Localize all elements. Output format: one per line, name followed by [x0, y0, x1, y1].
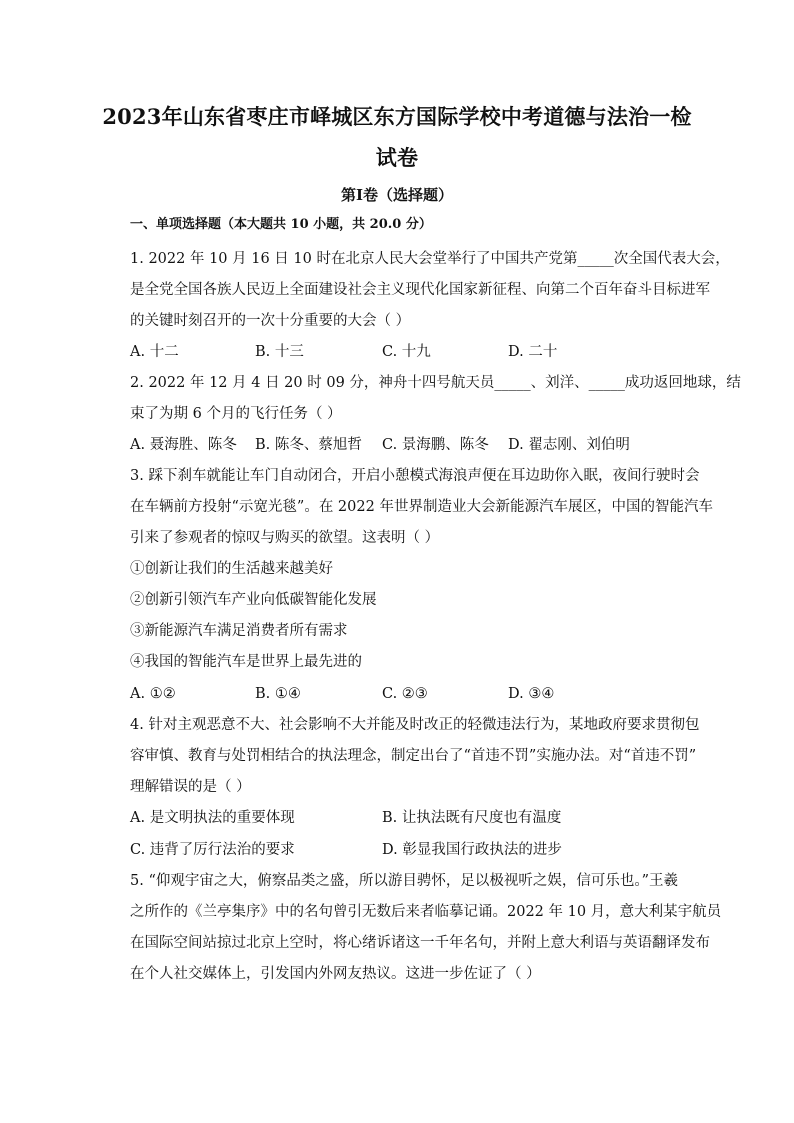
q2-text-line: 束了为期 6 个月的飞行任务（ ） [130, 406, 342, 422]
q1-text-line: 的关键时刻召开的一次十分重要的大会（ ） [130, 313, 411, 329]
q1-option-b[interactable]: B. 十三 [255, 344, 304, 360]
q4-option-d[interactable]: D. 彰显我国行政执法的进步 [382, 842, 562, 858]
q4-text-line: 理解错误的是（ ） [130, 779, 251, 795]
section-heading: 一、单项选择题（本大题共 10 小题，共 20.0 分） [130, 217, 432, 232]
q1-text-line: 1. 2022 年 10 月 16 日 10 时在北京人民大会堂举行了中国共产党第_____次全国代表大会， [130, 251, 730, 267]
q3-statement: ①创新让我们的生活越来越美好 [130, 561, 333, 577]
q1-option-a[interactable]: A. 十二 [130, 344, 179, 360]
q2-text-line: 2. 2022 年 12 月 4 日 20 时 09 分，神舟十四号航天员_____、刘洋、_____成功返回地球，结 [130, 375, 741, 391]
q1-text-line: 是全党全国各族人民迈上全面建设社会主义现代化国家新征程、向第二个百年奋斗目标进军 [130, 282, 710, 298]
q5-text-line: 之所作的《兰亭集序》中的名句曾引无数后来者临摹记诵。2022 年 10 月，意大利某宇航员 [130, 904, 722, 920]
q3-statement: ③新能源汽车满足消费者所有需求 [130, 623, 348, 639]
q3-text-line: 3. 踩下刹车就能让车门自动闭合，开启小憩模式海浪声便在耳边助你入眠，夜间行驶时会 [130, 468, 700, 484]
q3-option-a[interactable]: A. ①② [130, 686, 176, 702]
q4-option-b[interactable]: B. 让执法既有尺度也有温度 [382, 810, 562, 826]
q2-option-d[interactable]: D. 翟志刚、刘伯明 [508, 437, 630, 453]
q5-text-line: 5. “仰观宇宙之大，俯察品类之盛，所以游目骋怀，足以极视听之娱，信可乐也。”王羲 [130, 873, 679, 889]
exam-title-line2: 试卷 [375, 145, 419, 170]
q4-option-a[interactable]: A. 是文明执法的重要体现 [130, 810, 295, 826]
q3-text-line: 引来了参观者的惊叹与购买的欲望。这表明（ ） [130, 530, 440, 546]
q1-option-d[interactable]: D. 二十 [508, 344, 558, 360]
q4-text-line: 容审慎、教育与处罚相结合的执法理念，制定出台了“首违不罚”实施办法。对“首违不罚” [130, 748, 697, 764]
q2-option-c[interactable]: C. 景海鹏、陈冬 [382, 437, 489, 453]
volume-heading: 第Ⅰ卷（选择题） [340, 186, 454, 204]
q2-option-a[interactable]: A. 聂海胜、陈冬 [130, 437, 237, 453]
q3-option-b[interactable]: B. ①④ [255, 686, 301, 702]
q3-statement: ②创新引领汽车产业向低碳智能化发展 [130, 592, 377, 608]
q5-text-line: 在国际空间站掠过北京上空时，将心绪诉诸这一千年名句，并附上意大利语与英语翻译发布 [130, 935, 710, 951]
q4-option-c[interactable]: C. 违背了厉行法治的要求 [130, 842, 295, 858]
q3-option-c[interactable]: C. ②③ [382, 686, 428, 702]
q3-text-line: 在车辆前方投射“示宽光毯”。在 2022 年世界制造业大会新能源汽车展区，中国的智能汽车 [130, 499, 713, 515]
q2-option-b[interactable]: B. 陈冬、蔡旭哲 [255, 437, 362, 453]
q3-statement: ④我国的智能汽车是世界上最先进的 [130, 654, 362, 670]
q4-text-line: 4. 针对主观恶意不大、社会影响不大并能及时改正的轻微违法行为，某地政府要求贯彻包 [130, 717, 700, 733]
exam-title-line1: 2023年山东省枣庄市峄城区东方国际学校中考道德与法治一检 [102, 104, 692, 129]
q5-text-line: 在个人社交媒体上，引发国内外网友热议。这进一步佐证了（ ） [130, 966, 541, 982]
q1-option-c[interactable]: C. 十九 [382, 344, 431, 360]
q3-option-d[interactable]: D. ③④ [508, 686, 555, 702]
